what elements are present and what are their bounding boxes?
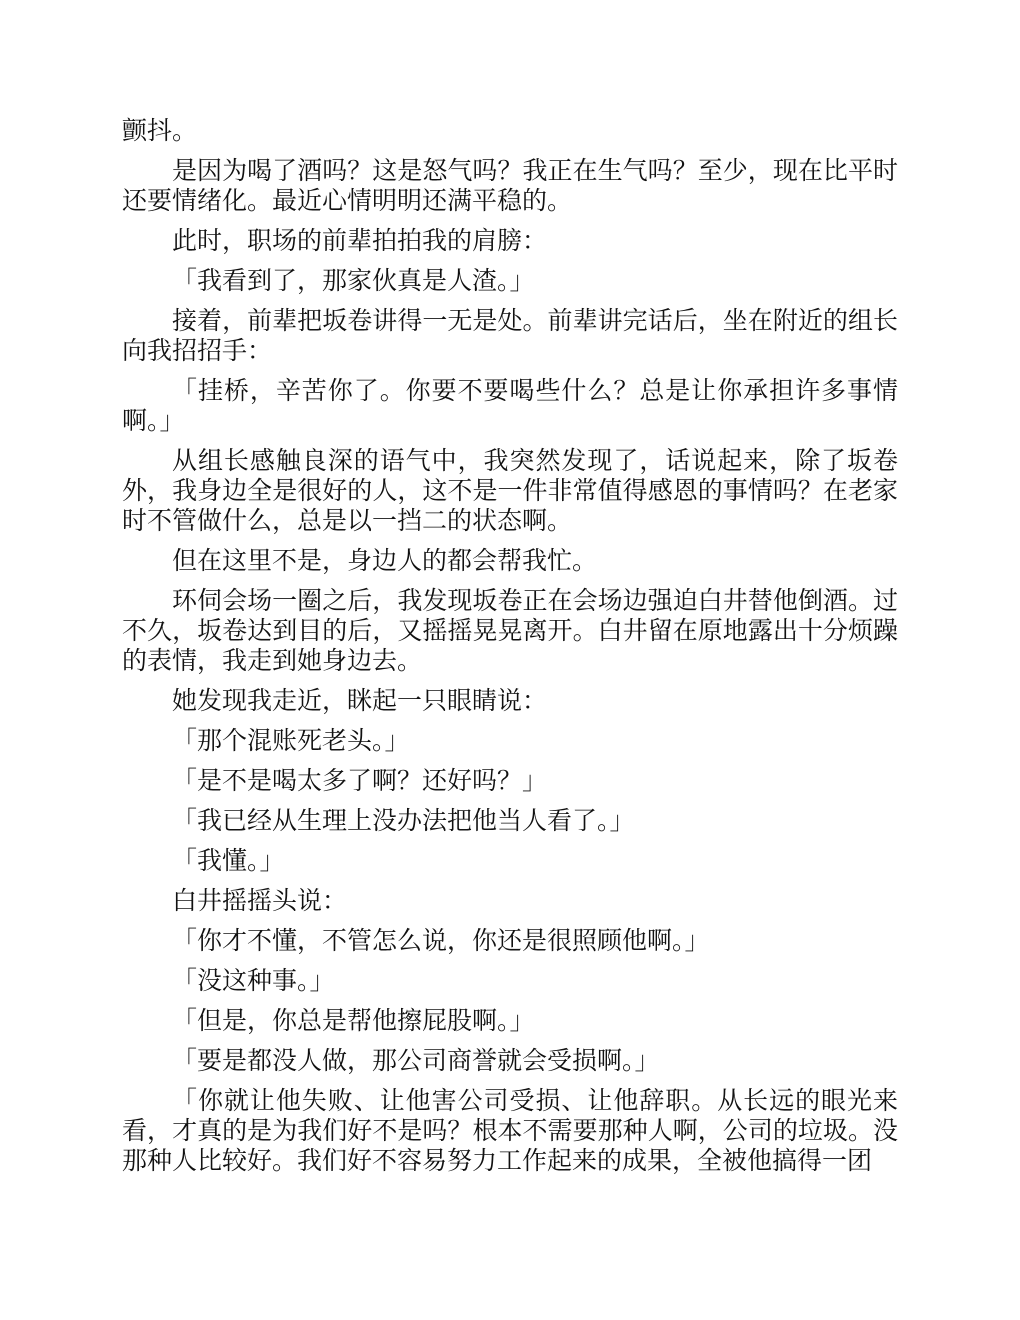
paragraph-20: 「你就让他失败、让他害公司受损、让他辞职。从长远的眼光来看，才真的是为我们好不是吗？根本不需要那种人啊，公司的垃圾。没那种人比较好。我们好不容易努力工作起来的成果，全被他搞得一团: [122, 1086, 898, 1175]
paragraph-3: 此时，职场的前辈拍拍我的肩膀：: [172, 226, 548, 255]
paragraph-2: 是因为喝了酒吗？这是怒气吗？我正在生气吗？至少，现在比平时还要情绪化。最近心情明明还满平稳的。: [122, 156, 898, 215]
paragraph-12: 「是不是喝太多了啊？还好吗？」: [172, 766, 548, 795]
paragraph-19: 「要是都没人做，那公司商誉就会受损啊。」: [172, 1046, 660, 1075]
paragraph-13: 「我已经从生理上没办法把他当人看了。」: [172, 806, 635, 835]
paragraph-16: 「你才不懂，不管怎么说，你还是很照顾他啊。」: [172, 926, 710, 955]
paragraph-8: 但在这里不是，身边人的都会帮我忙。: [172, 546, 598, 575]
paragraph-18: 「但是，你总是帮他擦屁股啊。」: [172, 1006, 535, 1035]
paragraph-14: 「我懂。」: [172, 846, 285, 875]
paragraph-1: 颤抖。: [122, 116, 198, 145]
paragraph-15: 白井摇摇头说：: [172, 886, 348, 915]
paragraph-9: 环伺会场一圈之后，我发现坂卷正在会场边强迫白井替他倒酒。过不久，坂卷达到目的后，又摇摇晃晃离开。白井留在原地露出十分烦躁的表情，我走到她身边去。: [122, 586, 898, 675]
paragraph-6: 「挂桥，辛苦你了。你要不要喝些什么？总是让你承担许多事情啊。」: [122, 376, 898, 435]
paragraph-7: 从组长感触良深的语气中，我突然发现了，话说起来，除了坂卷外，我身边全是很好的人，这不是一件非常值得感恩的事情吗？在老家时不管做什么，总是以一挡二的状态啊。: [122, 446, 898, 535]
paragraph-11: 「那个混账死老头。」: [172, 726, 410, 755]
paragraph-10: 她发现我走近，眯起一只眼睛说：: [172, 686, 548, 715]
paragraph-5: 接着，前辈把坂卷讲得一无是处。前辈讲完话后，坐在附近的组长向我招招手：: [122, 306, 898, 365]
paragraph-4: 「我看到了，那家伙真是人渣。」: [172, 266, 535, 295]
paragraph-17: 「没这种事。」: [172, 966, 335, 995]
document-page: [122, 116, 898, 1186]
